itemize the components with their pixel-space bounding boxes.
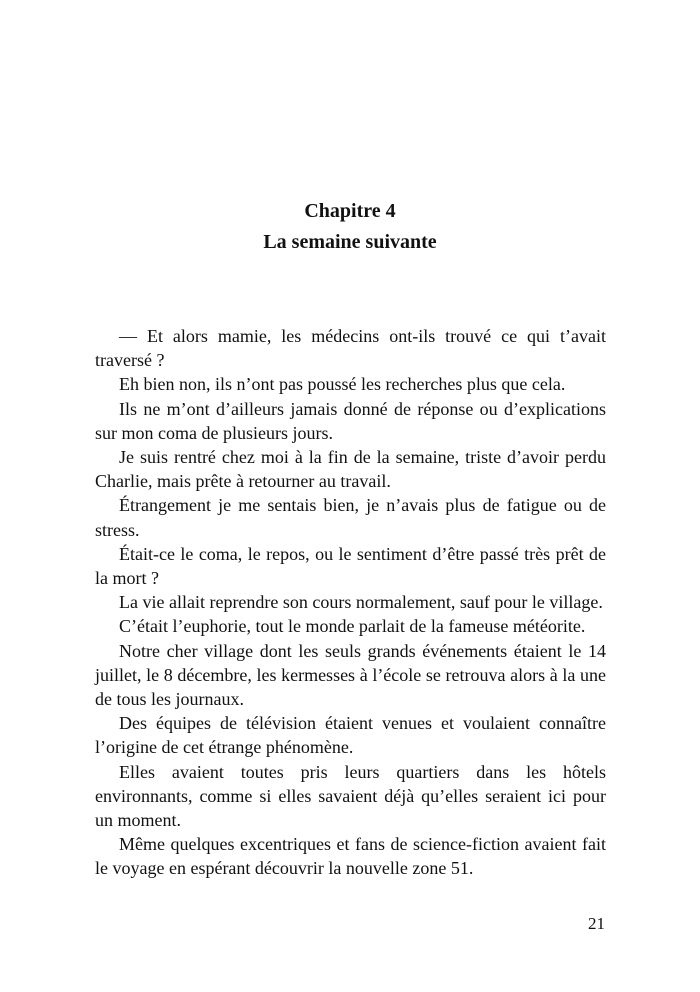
page-number: 21	[588, 914, 605, 933]
chapter-heading	[0, 196, 700, 258]
paragraph: Était-ce le coma, le repos, ou le sentiment d’être passé très prêt de la mort ?	[95, 543, 606, 589]
chapter-number: Chapitre 4	[304, 200, 396, 222]
chapter-title: La semaine suivante	[263, 231, 437, 253]
paragraph: La vie allait reprendre son cours normalement, sauf pour le village.	[119, 592, 603, 613]
paragraph: C’était l’euphorie, tout le monde parlait de la fameuse météorite.	[119, 616, 586, 637]
paragraph: Notre cher village dont les seuls grands événements étaient le 14 juillet, le 8 décembre, les kermesses à l’école se retrouva alors à la une de tous les journaux.	[95, 640, 606, 710]
paragraph: Ils ne m’ont d’ailleurs jamais donné de réponse ou d’explications sur mon coma de plusieurs jours.	[95, 398, 606, 443]
paragraph: Des équipes de télévision étaient venues et voulaient connaître l’origine de cet étrange phénomène.	[95, 713, 606, 758]
paragraph: Eh bien non, ils n’ont pas poussé les recherches plus que cela.	[119, 374, 566, 395]
paragraph: Je suis rentré chez moi à la fin de la semaine, triste d’avoir perdu Charlie, mais prête à retourner au travail.	[95, 447, 606, 492]
paragraph: Même quelques excentriques et fans de science-fiction avaient fait le voyage en espérant découvrir la nouvelle zone 51.	[95, 834, 606, 879]
paragraph: Elles avaient toutes pris leurs quartiers dans les hôtels environnants, comme si elles savaient déjà qu’elles seraient ici pour un moment.	[95, 761, 606, 831]
paragraph: Étrangement je me sentais bien, je n’avais plus de fatigue ou de stress.	[95, 495, 606, 540]
paragraph: — Et alors mamie, les médecins ont-ils trouvé ce qui t’avait traversé ?	[95, 326, 606, 371]
chapter-body	[95, 324, 606, 881]
